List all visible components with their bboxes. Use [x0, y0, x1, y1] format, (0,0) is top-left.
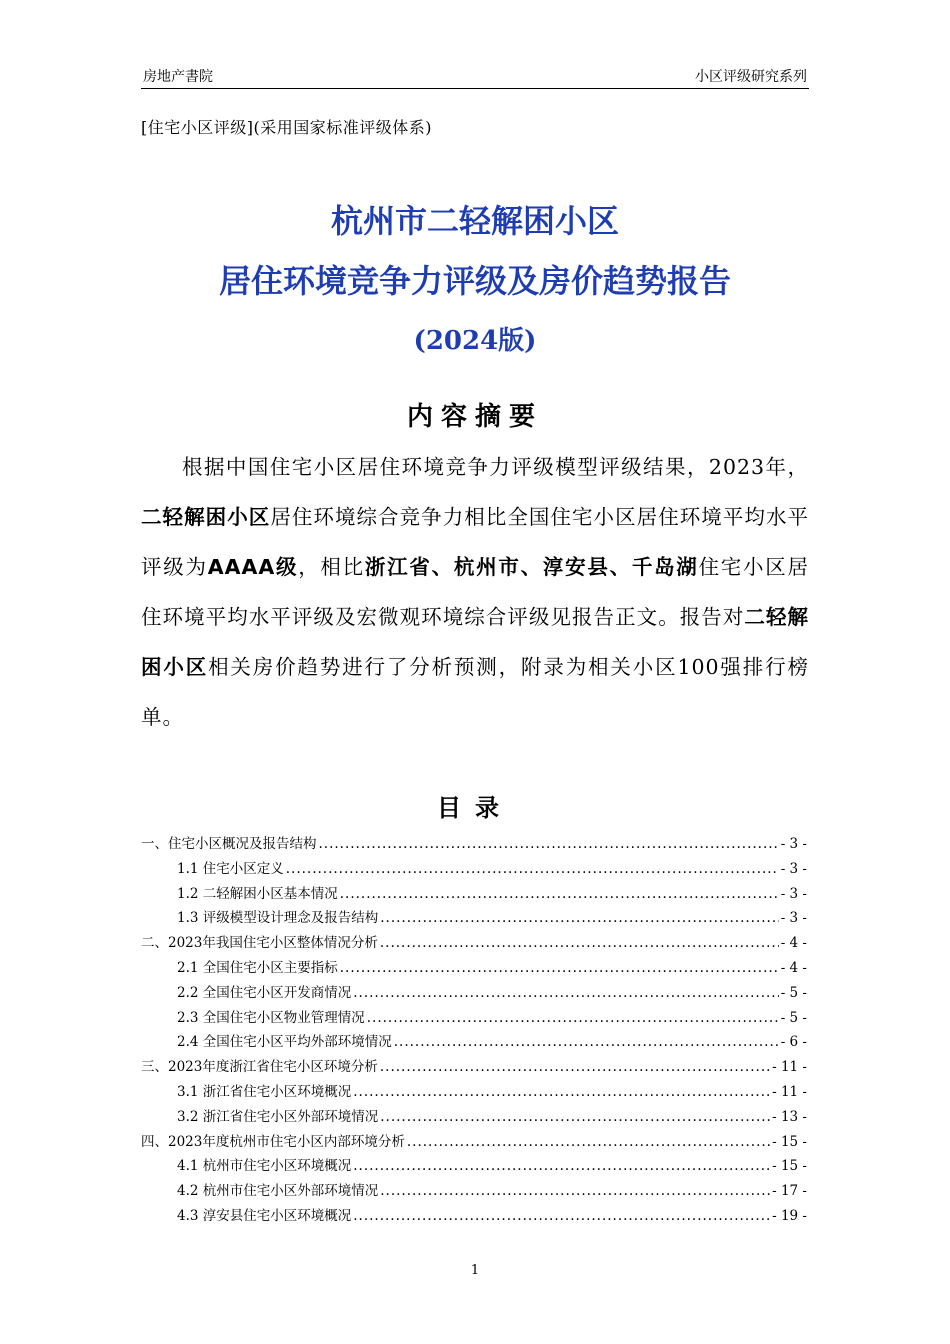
toc-entry-label: 四、2023年度杭州市住宅小区内部环境分析 [141, 1133, 405, 1150]
report-edition: (2024版) [413, 326, 537, 356]
abstract-text-4: 住宅小区居住环境平均水平评级及宏微观环境综合评级见报告正文。报告对 [141, 555, 810, 629]
toc-entry[interactable] [141, 1006, 807, 1031]
toc-leader-dots [353, 1158, 770, 1174]
page-number: 1 [470, 1263, 480, 1278]
toc-leader-dots [407, 1134, 770, 1150]
toc-entry-label: 1.3 评级模型设计理念及报告结构 [177, 910, 379, 927]
abstract-bold-2: AAAA级 [207, 555, 299, 579]
toc-heading: 目录 [437, 794, 513, 822]
toc-entry-label: 三、2023年度浙江省住宅小区环境分析 [141, 1059, 378, 1076]
toc-leader-dots [380, 910, 778, 926]
toc-entry[interactable] [141, 931, 807, 956]
toc-entry-label: 2.3 全国住宅小区物业管理情况 [177, 1009, 365, 1026]
toc-leader-dots [340, 960, 779, 976]
toc-leader-dots [394, 1034, 779, 1050]
header-left-text: 房地产書院 [143, 69, 213, 85]
toc-entry-page: - 3 - [780, 836, 807, 852]
abstract-paragraph [141, 442, 809, 742]
toc-entry-page: - 4 - [780, 959, 807, 976]
toc-entry[interactable] [141, 832, 807, 857]
toc-entry-label: 1.2 二轻解困小区基本情况 [177, 885, 338, 902]
toc-entry-label: 2.4 全国住宅小区平均外部环境情况 [177, 1034, 392, 1051]
toc-entry-label: 4.2 杭州市住宅小区外部环境情况 [177, 1183, 379, 1200]
abstract-heading: 内容摘要 [406, 402, 543, 432]
toc-entry-label: 1.1 住宅小区定义 [177, 860, 284, 877]
toc-entry-page: - 4 - [780, 935, 807, 952]
toc-leader-dots [380, 935, 779, 951]
toc-entry-label: 4.3 淳安县住宅小区环境概况 [177, 1207, 352, 1224]
toc-entry-page: - 3 - [780, 910, 807, 927]
toc-entry[interactable] [141, 1154, 807, 1179]
toc-entry[interactable] [141, 1179, 807, 1204]
toc-entry-label: 3.2 浙江省住宅小区外部环境情况 [177, 1108, 379, 1125]
toc-entry-page: - 15 - [772, 1133, 807, 1150]
toc-entry[interactable] [141, 1055, 807, 1080]
toc-entry-page: - 3 - [780, 885, 807, 902]
series-label: [住宅小区评级](采用国家标准评级体系) [141, 118, 432, 137]
toc-entry[interactable] [141, 882, 807, 907]
toc-entry-page: - 5 - [780, 984, 807, 1001]
toc-entry-page: - 3 - [780, 860, 807, 877]
toc-leader-dots [286, 861, 779, 877]
toc-entry[interactable] [141, 956, 807, 981]
abstract-text-1: 根据中国住宅小区居住环境竞争力评级模型评级结果，2023年， [182, 455, 809, 479]
report-title-line2: 居住环境竞争力评级及房价趋势报告 [218, 262, 731, 300]
header-divider [141, 88, 809, 89]
toc-entry[interactable] [141, 1105, 807, 1130]
toc-entry-label: 2.1 全国住宅小区主要指标 [177, 959, 338, 976]
toc-entry-page: - 11 - [772, 1059, 807, 1076]
toc-entry[interactable] [141, 857, 807, 882]
toc-leader-dots [353, 985, 778, 1001]
toc-entry-label: 4.1 杭州市住宅小区环境概况 [177, 1158, 352, 1175]
toc-entry-page: - 19 - [772, 1207, 807, 1224]
toc-leader-dots [367, 1010, 779, 1026]
abstract-bold-4: 二轻解困小区 [141, 605, 810, 679]
toc-entry-label: 一、住宅小区概况及报告结构 [141, 836, 317, 852]
toc-leader-dots [353, 1084, 770, 1100]
abstract-text-3: ，相比 [298, 555, 365, 579]
toc-entry[interactable] [141, 1030, 807, 1055]
toc-leader-dots [380, 1109, 770, 1125]
toc-leader-dots [353, 1208, 770, 1224]
toc-entry-page: - 13 - [772, 1108, 807, 1125]
toc-leader-dots [380, 1183, 770, 1199]
toc-entry-page: - 6 - [780, 1034, 807, 1051]
header-right-text: 小区评级研究系列 [695, 69, 807, 85]
table-of-contents [141, 832, 807, 1229]
toc-entry[interactable] [141, 981, 807, 1006]
toc-entry-label: 3.1 浙江省住宅小区环境概况 [177, 1083, 352, 1100]
abstract-text-2: 居住环境综合竞争力相比全国住宅小区居住环境平均水平评级为 [141, 505, 810, 579]
abstract-bold-3: 浙江省、杭州市、淳安县、千岛湖 [364, 555, 699, 579]
toc-entry-page: - 11 - [772, 1083, 807, 1100]
toc-leader-dots [340, 886, 779, 902]
toc-entry[interactable] [141, 906, 807, 931]
toc-entry-page: - 15 - [772, 1158, 807, 1175]
toc-entry-label: 2.2 全国住宅小区开发商情况 [177, 984, 352, 1001]
toc-leader-dots [380, 1059, 770, 1075]
toc-entry[interactable] [141, 1080, 807, 1105]
report-title-line1: 杭州市二轻解困小区 [330, 202, 619, 240]
toc-entry-label: 二、2023年我国住宅小区整体情况分析 [141, 935, 378, 952]
toc-entry-page: - 5 - [780, 1009, 807, 1026]
abstract-bold-1: 二轻解困小区 [141, 505, 271, 529]
toc-entry[interactable] [141, 1130, 807, 1155]
toc-leader-dots [319, 836, 779, 852]
toc-entry-page: - 17 - [772, 1183, 807, 1200]
abstract-text-5: 相关房价趋势进行了分析预测，附录为相关小区100强排行榜单。 [141, 655, 809, 729]
toc-entry[interactable] [141, 1204, 807, 1229]
